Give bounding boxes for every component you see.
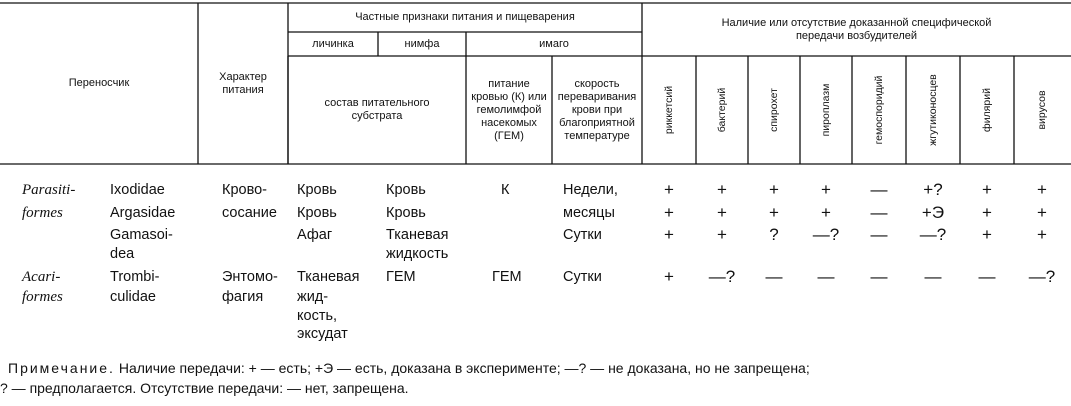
- larva-substrate: Афаг: [297, 227, 333, 243]
- nymph-substrate: жидкость: [386, 246, 449, 262]
- group-label: Acari-: [22, 269, 61, 285]
- mark-cell: +: [664, 267, 674, 286]
- nymph-substrate: Кровь: [386, 205, 426, 221]
- imago-header: имаго: [539, 37, 569, 50]
- family-label: Argasidae: [110, 205, 176, 221]
- private-features-header: Частные признаки питания и пищеварения: [355, 11, 575, 23]
- mark-cell: +: [821, 180, 831, 199]
- mark-cell: —?: [1028, 267, 1056, 286]
- digestion-speed-header: скорость переваривания крови при благоприятной температуре: [557, 77, 637, 142]
- group-label: formes: [22, 205, 63, 221]
- family-label: culidae: [110, 289, 156, 305]
- mark-cell: +: [982, 180, 992, 199]
- substrate-header: состав питательного субстрата: [324, 97, 430, 122]
- larva-substrate: эксудат: [297, 326, 348, 342]
- blood-feeding-header: питание кровью (К) или гемолимфой насекомых (ГЕМ): [471, 77, 547, 142]
- digestion-speed: Сутки: [563, 269, 602, 285]
- pathogen-haemosporidia: гемоспоридий: [873, 75, 885, 145]
- mark-cell: —: [978, 267, 996, 286]
- larva-substrate: кость,: [297, 308, 338, 324]
- mark-cell: +: [769, 180, 779, 199]
- mark-cell: +: [982, 225, 992, 244]
- transmission-header: Наличие или отсутствие доказанной специфической передачи возбудителей: [721, 16, 992, 42]
- mark-cell: —: [817, 267, 835, 286]
- mark-cell: +: [1037, 225, 1047, 244]
- nymph-substrate: Кровь: [386, 182, 426, 198]
- pathogen-filariae: филярий: [981, 88, 993, 132]
- family-label: Ixodidae: [110, 182, 165, 198]
- larva-substrate: жид-: [297, 289, 329, 305]
- feeding-nature: сосание: [222, 205, 277, 221]
- pathogen-viruses: вирусов: [1036, 90, 1048, 130]
- mark-cell: —: [924, 267, 942, 286]
- mark-cell: +: [664, 203, 674, 222]
- nymph-substrate: Тканевая: [386, 227, 449, 243]
- larva-substrate: Тканевая: [297, 269, 360, 285]
- note-text-2: ? — предполагается. Отсутствие передачи: — нет, запрещена.: [0, 380, 409, 396]
- mark-cell: —: [870, 203, 888, 222]
- mark-cell: +: [717, 203, 727, 222]
- pathogen-rickettsia: риккетсий: [663, 85, 675, 135]
- mark-cell: —: [765, 267, 783, 286]
- digestion-speed: Недели,: [563, 182, 618, 198]
- feeding-nature: Энтомо-: [222, 269, 278, 285]
- pathogen-spirochetes: спирохет: [768, 88, 780, 132]
- imago-feeding: К: [501, 182, 510, 198]
- family-label: dea: [110, 246, 135, 262]
- mark-cell: +: [821, 203, 831, 222]
- mark-cell: —?: [708, 267, 736, 286]
- mark-cell: +Э: [921, 203, 945, 222]
- mark-cell: +: [717, 225, 727, 244]
- mark-cell: —: [870, 225, 888, 244]
- mark-cell: +: [664, 180, 674, 199]
- digestion-speed: месяцы: [563, 205, 615, 221]
- pathogen-bacteria: бактерий: [716, 87, 728, 133]
- nymph-substrate: ГЕМ: [386, 269, 416, 285]
- note-label: Примечание.: [8, 360, 115, 376]
- pathogen-piroplasms: пироплазм: [820, 83, 832, 137]
- mark-cell: +: [769, 203, 779, 222]
- larva-header: личинка: [312, 37, 354, 50]
- mark-cell: +: [717, 180, 727, 199]
- feeding-nature: Крово-: [222, 182, 268, 198]
- family-label: Gamasoi-: [110, 227, 173, 243]
- mark-cell: ?: [769, 225, 779, 244]
- mark-cell: —: [870, 267, 888, 286]
- pathogen-flagellates: жгутиконосцев: [927, 74, 939, 146]
- mark-cell: +: [664, 225, 674, 244]
- imago-feeding: ГЕМ: [492, 269, 522, 285]
- footnote-line-2: [0, 379, 409, 398]
- footnote-line-1: [8, 359, 810, 378]
- table-header: [0, 0, 1071, 166]
- mark-cell: +?: [923, 180, 943, 199]
- digestion-speed: Сутки: [563, 227, 602, 243]
- carrier-header: Переносчик: [68, 77, 130, 89]
- note-text-1: Наличие передачи: + — есть; +Э — есть, доказана в эксперименте; —? — не доказана, но не запрещена;: [118, 360, 810, 376]
- nymph-header: нимфа: [404, 37, 440, 50]
- feeding-nature-header: Характер питания: [219, 70, 267, 96]
- feeding-nature: фагия: [222, 289, 264, 305]
- mark-cell: —?: [919, 225, 947, 244]
- larva-substrate: Кровь: [297, 205, 337, 221]
- group-label: Parasiti-: [22, 182, 76, 198]
- family-label: Trombi-: [110, 269, 160, 285]
- mark-cell: —: [870, 180, 888, 199]
- mark-cell: —?: [812, 225, 840, 244]
- mark-cell: +: [982, 203, 992, 222]
- larva-substrate: Кровь: [297, 182, 337, 198]
- mark-cell: +: [1037, 180, 1047, 199]
- group-label: formes: [22, 289, 63, 305]
- mark-cell: +: [1037, 203, 1047, 222]
